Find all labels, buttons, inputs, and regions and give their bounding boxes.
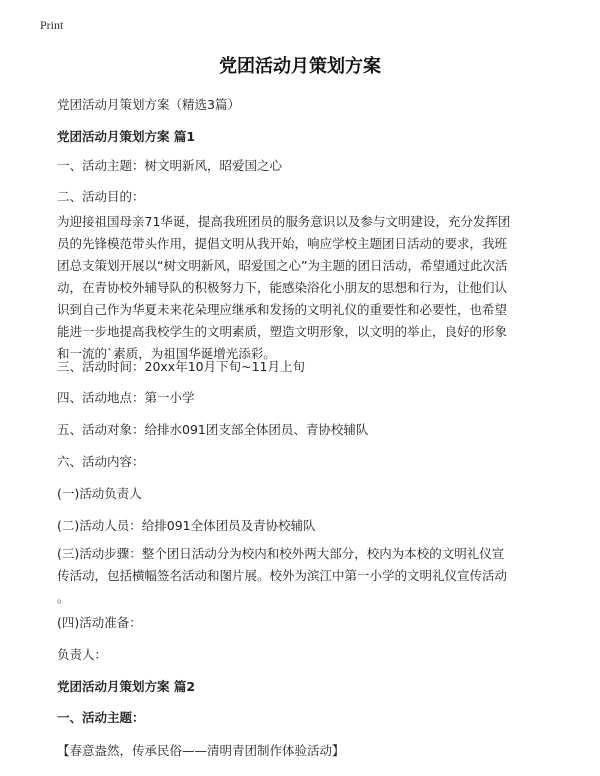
activity-place: 四、活动地点：第一小学 xyxy=(57,390,195,405)
section2-theme-text: 【春意盎然，传承民俗——清明青团制作体验活动】 xyxy=(57,743,345,758)
purpose-line: 和一流的`素质，为祖国华诞增光添彩。 xyxy=(57,346,276,361)
purpose-heading: 二、活动目的： xyxy=(57,189,145,204)
activity-members: (二)活动人员：给排091全体团员及青协校辅队 xyxy=(57,518,316,533)
steps-line: 。 xyxy=(57,590,70,605)
person-in-charge: 负责人： xyxy=(57,647,108,662)
activity-target: 五、活动对象：给排水091团支部全体团员、青协校辅队 xyxy=(57,422,369,437)
activity-time: 三、活动时间：20xx年10月下旬~11月上旬 xyxy=(57,359,305,374)
purpose-line: 团总支策划开展以“树文明新风，昭爱国之心”为主题的团日活动，希望通过此次活 xyxy=(57,258,508,273)
steps-paragraph xyxy=(57,543,547,609)
purpose-line: 能进一步地提高我校学生的文明素质，塑造文明形象，以文明的举止，良好的形象 xyxy=(57,324,508,339)
print-label[interactable]: Print xyxy=(40,18,64,32)
purpose-line: 识到自己作为华夏未来花朵理应继承和发扬的文明礼仪的重要性和必要性，也希望 xyxy=(57,302,508,317)
purpose-paragraph xyxy=(57,211,547,365)
purpose-line: 为迎接祖国母亲71华诞，提高我班团员的服务意识以及参与文明建设，充分发挥团 xyxy=(57,214,511,229)
purpose-line: 动，在青协校外辅导队的积极努力下，能感染浴化小朋友的思想和行为，让他们认 xyxy=(57,280,508,295)
section2-theme-heading: 一、活动主题： xyxy=(57,710,145,725)
steps-line: 传活动，包括横幅签名活动和图片展。校外为滨江中第一小学的文明礼仪宣传活动 xyxy=(57,568,508,583)
activity-theme: 一、活动主题：树文明新风，昭爱国之心 xyxy=(57,158,283,173)
purpose-line: 员的先锋模范带头作用，提倡文明从我开始，响应学校主题团日活动的要求，我班 xyxy=(57,236,508,251)
activity-leader: (一)活动负责人 xyxy=(57,486,142,501)
page-title: 党团活动月策划方案 xyxy=(219,56,381,77)
subtitle: 党团活动月策划方案（精选3篇） xyxy=(57,97,240,112)
steps-line: (三)活动步骤：整个团日活动分为校内和校外两大部分，校内为本校的文明礼仪宣 xyxy=(57,546,505,561)
section2-heading: 党团活动月策划方案 篇2 xyxy=(57,679,196,694)
content-heading: 六、活动内容： xyxy=(57,454,145,469)
section1-heading: 党团活动月策划方案 篇1 xyxy=(57,129,196,144)
activity-prep: (四)活动准备： xyxy=(57,615,142,630)
